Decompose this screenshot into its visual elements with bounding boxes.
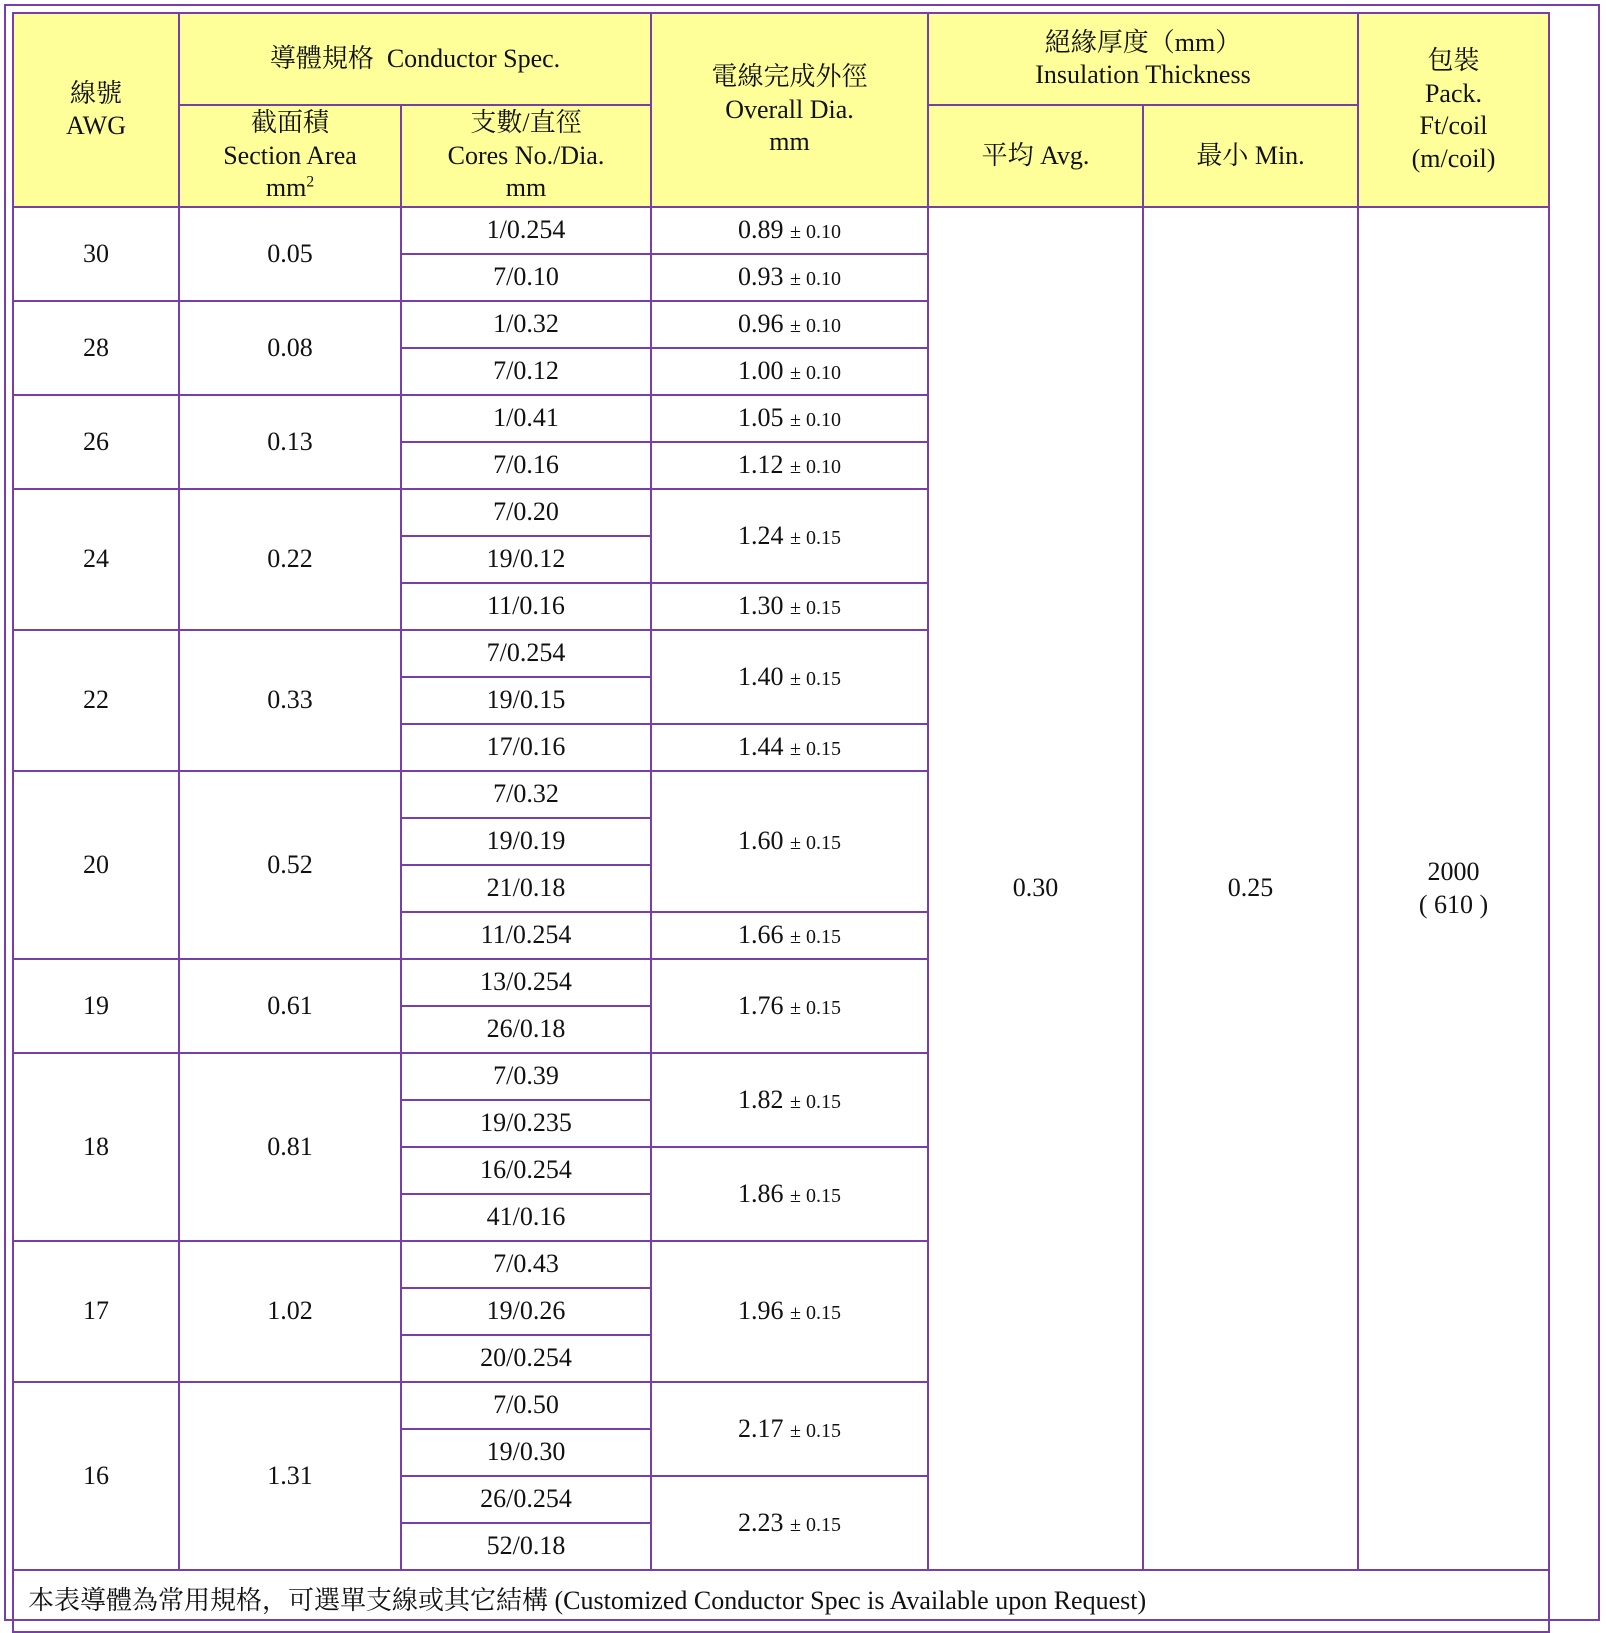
overall-diameter-cell (651, 1241, 928, 1382)
section-area-cell: 0.13 (179, 395, 401, 489)
awg-cell: 20 (13, 771, 179, 959)
cores-cell: 1/0.254 (401, 207, 651, 254)
header-pack: 包裝 Pack. Ft/coil (m/coil) (1358, 13, 1549, 207)
cores-cell: 7/0.39 (401, 1053, 651, 1100)
insulation-avg-cell: 0.30 (928, 207, 1143, 1570)
cores-cell: 16/0.254 (401, 1147, 651, 1194)
overall-diameter-cell (651, 301, 928, 348)
diameter-tolerance: ± 0.15 (790, 667, 841, 690)
cores-cell: 7/0.10 (401, 254, 651, 301)
cores-cell: 26/0.18 (401, 1006, 651, 1053)
diameter-value: 1.86 (738, 1178, 784, 1208)
diameter-tolerance: ± 0.15 (790, 597, 841, 620)
diameter-value: 0.96 (738, 309, 784, 339)
cores-cell: 1/0.41 (401, 395, 651, 442)
diameter-value: 1.00 (738, 356, 784, 386)
cores-cell: 11/0.16 (401, 583, 651, 630)
diameter-value: 1.40 (738, 661, 784, 691)
diameter-value: 1.24 (738, 520, 784, 550)
header-insulation-avg: 平均 Avg. (928, 105, 1143, 207)
cores-cell: 7/0.20 (401, 489, 651, 536)
diameter-tolerance: ± 0.15 (790, 1419, 841, 1442)
cores-cell: 19/0.235 (401, 1100, 651, 1147)
header-conductor-spec: 導體規格 Conductor Spec. (179, 13, 651, 105)
diameter-tolerance: ± 0.15 (790, 996, 841, 1019)
section-area-cell: 1.02 (179, 1241, 401, 1382)
overall-diameter-cell (651, 724, 928, 771)
overall-diameter-cell (651, 395, 928, 442)
cores-cell: 19/0.12 (401, 536, 651, 583)
overall-diameter-cell (651, 207, 928, 254)
header-awg: 線號 AWG (13, 13, 179, 207)
diameter-value: 1.96 (738, 1296, 784, 1326)
pack-m-value: ( 610 ) (1418, 889, 1489, 919)
diameter-tolerance: ± 0.10 (790, 409, 841, 432)
cores-cell: 17/0.16 (401, 724, 651, 771)
diameter-value: 1.30 (738, 591, 784, 621)
diameter-value: 1.12 (738, 450, 784, 480)
table-frame (4, 4, 1600, 1621)
cores-cell: 26/0.254 (401, 1476, 651, 1523)
awg-cell: 22 (13, 630, 179, 771)
section-area-cell: 0.05 (179, 207, 401, 301)
cores-cell: 19/0.30 (401, 1429, 651, 1476)
diameter-value: 2.23 (738, 1507, 784, 1537)
pack-cell (1358, 207, 1549, 1570)
cores-cell: 7/0.254 (401, 630, 651, 677)
header-insulation-thickness: 絕緣厚度（mm） Insulation Thickness (928, 13, 1358, 105)
diameter-tolerance: ± 0.15 (790, 1184, 841, 1207)
awg-cell: 17 (13, 1241, 179, 1382)
diameter-value: 1.44 (738, 732, 784, 762)
cores-cell: 1/0.32 (401, 301, 651, 348)
overall-diameter-cell (651, 489, 928, 583)
overall-diameter-cell (651, 1147, 928, 1241)
diameter-tolerance: ± 0.15 (790, 1513, 841, 1536)
section-area-cell: 0.52 (179, 771, 401, 959)
overall-diameter-cell (651, 771, 928, 912)
diameter-value: 1.05 (738, 403, 784, 433)
diameter-tolerance: ± 0.15 (790, 1090, 841, 1113)
diameter-value: 1.60 (738, 826, 784, 856)
overall-diameter-cell (651, 583, 928, 630)
header-insulation-min: 最小 Min. (1143, 105, 1358, 207)
diameter-value: 1.82 (738, 1084, 784, 1114)
diameter-tolerance: ± 0.10 (790, 268, 841, 291)
overall-diameter-cell (651, 348, 928, 395)
diameter-tolerance: ± 0.15 (790, 1302, 841, 1325)
cores-cell: 7/0.32 (401, 771, 651, 818)
overall-diameter-cell (651, 1382, 928, 1476)
awg-cell: 16 (13, 1382, 179, 1570)
diameter-tolerance: ± 0.10 (790, 221, 841, 244)
cores-cell: 11/0.254 (401, 912, 651, 959)
section-area-cell: 0.61 (179, 959, 401, 1053)
header-cores: 支數/直徑 Cores No./Dia. mm (401, 105, 651, 207)
diameter-tolerance: ± 0.15 (790, 926, 841, 949)
cores-cell: 13/0.254 (401, 959, 651, 1006)
awg-cell: 30 (13, 207, 179, 301)
header-overall-diameter: 電線完成外徑 Overall Dia. mm (651, 13, 928, 207)
pack-ft-value: 2000 (1427, 857, 1480, 886)
cores-cell: 19/0.15 (401, 677, 651, 724)
awg-cell: 28 (13, 301, 179, 395)
cores-cell: 19/0.19 (401, 818, 651, 865)
awg-cell: 18 (13, 1053, 179, 1241)
diameter-tolerance: ± 0.10 (790, 362, 841, 385)
diameter-value: 0.89 (738, 215, 784, 245)
cores-cell: 7/0.50 (401, 1382, 651, 1429)
awg-cell: 19 (13, 959, 179, 1053)
cores-cell: 21/0.18 (401, 865, 651, 912)
table-row (13, 207, 1549, 254)
cores-cell: 52/0.18 (401, 1523, 651, 1570)
section-area-cell: 0.22 (179, 489, 401, 630)
overall-diameter-cell (651, 912, 928, 959)
diameter-tolerance: ± 0.10 (790, 456, 841, 479)
diameter-value: 2.17 (738, 1413, 784, 1443)
diameter-value: 1.76 (738, 990, 784, 1020)
overall-diameter-cell (651, 254, 928, 301)
overall-diameter-cell (651, 1053, 928, 1147)
footnote: 本表導體為常用規格，可選單支線或其它結構 (Customized Conductor Spec is Available upon Request) (13, 1570, 1549, 1632)
diameter-tolerance: ± 0.15 (790, 832, 841, 855)
section-area-cell: 1.31 (179, 1382, 401, 1570)
overall-diameter-cell (651, 1476, 928, 1570)
cores-cell: 7/0.43 (401, 1241, 651, 1288)
overall-diameter-cell (651, 959, 928, 1053)
cores-cell: 7/0.12 (401, 348, 651, 395)
cores-cell: 20/0.254 (401, 1335, 651, 1382)
section-area-cell: 0.33 (179, 630, 401, 771)
overall-diameter-cell (651, 442, 928, 489)
awg-cell: 24 (13, 489, 179, 630)
cores-cell: 19/0.26 (401, 1288, 651, 1335)
diameter-value: 0.93 (738, 262, 784, 292)
diameter-value: 1.66 (738, 920, 784, 950)
header-section-area: 截面積 Section Area $mm^2$ (179, 105, 401, 207)
cores-cell: 41/0.16 (401, 1194, 651, 1241)
insulation-min-cell: 0.25 (1143, 207, 1358, 1570)
section-area-cell: 0.81 (179, 1053, 401, 1241)
diameter-tolerance: ± 0.15 (790, 738, 841, 761)
table-body (13, 207, 1549, 1570)
awg-cell: 26 (13, 395, 179, 489)
diameter-tolerance: ± 0.15 (790, 526, 841, 549)
diameter-tolerance: ± 0.10 (790, 315, 841, 338)
section-area-cell: 0.08 (179, 301, 401, 395)
cores-cell: 7/0.16 (401, 442, 651, 489)
wire-spec-table (12, 12, 1550, 1633)
overall-diameter-cell (651, 630, 928, 724)
